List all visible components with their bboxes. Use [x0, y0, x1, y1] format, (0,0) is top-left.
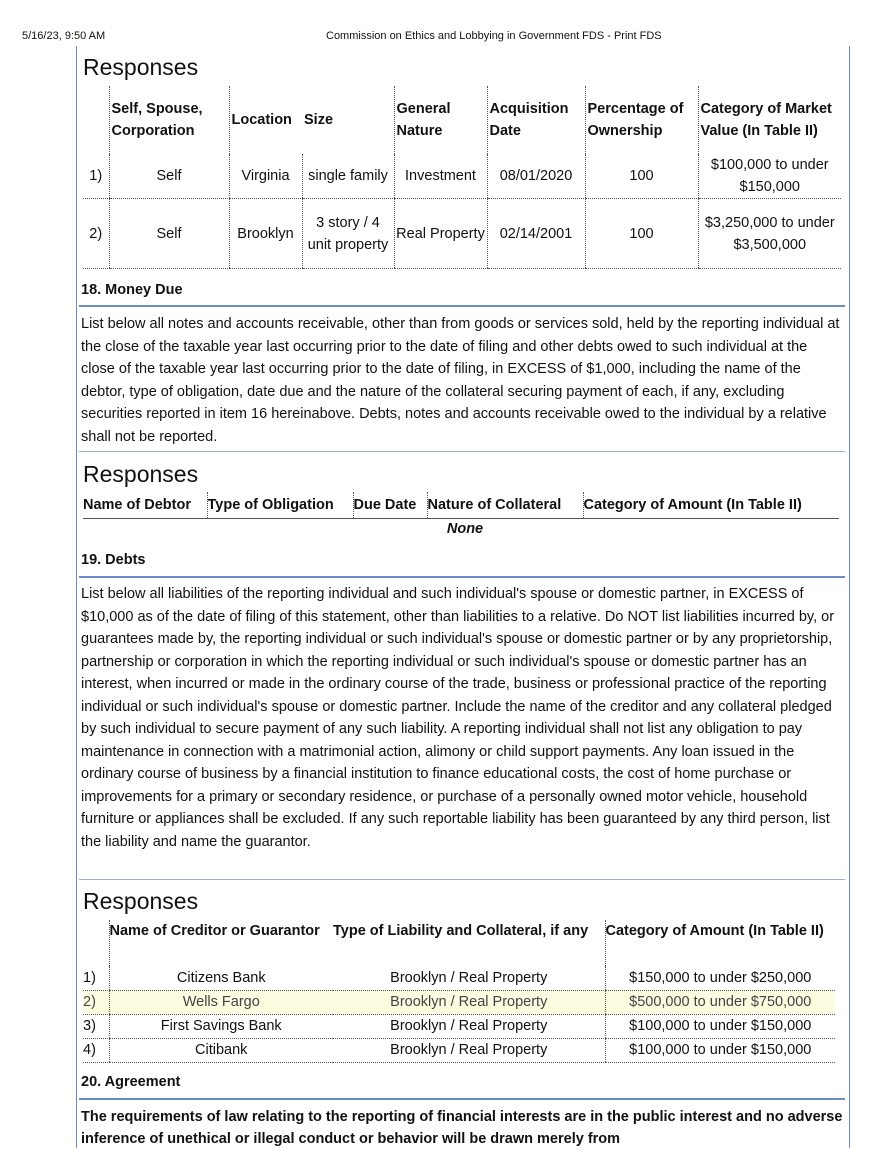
real-property-table	[83, 86, 841, 269]
divider	[79, 879, 845, 880]
col-header: Type of Obligation	[207, 492, 353, 518]
location-cell: Brooklyn	[229, 199, 302, 269]
print-header	[0, 30, 894, 46]
row-number: 3)	[83, 1014, 109, 1038]
amount-cell: $100,000 to under $150,000	[605, 1014, 835, 1038]
section-heading-debts: 19. Debts	[81, 552, 146, 568]
responses-heading: Responses	[83, 54, 199, 80]
responses-heading: Responses	[83, 461, 199, 487]
percent-cell: 100	[585, 154, 698, 199]
table-header-row	[83, 920, 835, 966]
liability-type-cell: Brooklyn / Real Property	[333, 990, 605, 1014]
table-header-row	[83, 492, 839, 518]
liability-type-cell: Brooklyn / Real Property	[333, 1014, 605, 1038]
value-cell: $100,000 to under $150,000	[698, 154, 841, 199]
section-heading-money-due: 18. Money Due	[81, 282, 183, 298]
table-row	[83, 1038, 835, 1062]
row-number: 2)	[83, 199, 109, 269]
table-row	[83, 154, 841, 199]
value-cell: $3,250,000 to under $3,500,000	[698, 199, 841, 269]
table-header-row	[83, 86, 841, 154]
debts-table	[83, 920, 835, 1063]
size-cell: single family	[302, 154, 394, 199]
owner-cell: Self	[109, 199, 229, 269]
nature-cell: Real Property	[394, 199, 487, 269]
percent-cell: 100	[585, 199, 698, 269]
table-row	[83, 518, 839, 540]
col-header: Location	[229, 86, 302, 154]
divider	[79, 305, 845, 307]
col-header: Acquisition Date	[487, 86, 585, 154]
row-number: 4)	[83, 1038, 109, 1062]
creditor-cell: Citizens Bank	[109, 966, 333, 990]
col-header: Due Date	[353, 492, 427, 518]
row-number: 2)	[83, 990, 109, 1014]
col-header: General Nature	[394, 86, 487, 154]
divider	[79, 576, 845, 578]
creditor-cell: First Savings Bank	[109, 1014, 333, 1038]
date-cell: 02/14/2001	[487, 199, 585, 269]
debts-instructions: List below all liabilities of the reporting individual and such individual's spouse or domestic partner, in EXCESS of $10,000 as of the date of filing of this statement, other than liabilities to a relative. Do NOT list liabilities incurred by, or guarantees made by, the reporting individual or such individual's spouse or domestic partner or by any proprietorship, partnership or corporation in which the reporting individual or such individual's spouse or domestic partner has an interest, when incurred or made in the ordinary course of the trade, business or professional practice of the reporting individual or such individual's spouse or domestic partner. Include the name of the creditor and any collateral pledged by such individual to secure payment of any such liability. A reporting individual shall not list any obligation to pay maintenance in connection with a matrimonial action, alimony or child support payments. Any loan issued in the ordinary course of business by a financial institution to finance educational costs, the cost of home purchase or improvements for a primary or secondary residence, or purchase of a personally owned motor vehicle, household furniture or appliances shall be excluded. If any such reportable liability has been guaranteed by any third person, list the liability and name the guarantor.	[81, 586, 835, 850]
none-label: None	[446, 521, 484, 538]
table-row	[83, 1014, 835, 1038]
divider	[79, 451, 845, 452]
row-number: 1)	[83, 966, 109, 990]
divider	[79, 1098, 845, 1100]
liability-type-cell: Brooklyn / Real Property	[333, 966, 605, 990]
col-header: Category of Amount (In Table II)	[583, 492, 839, 518]
amount-cell: $500,000 to under $750,000	[605, 990, 835, 1014]
responses-heading: Responses	[83, 888, 199, 914]
col-header: Size	[304, 112, 334, 128]
size-cell: 3 story / 4 unit property	[302, 199, 394, 269]
print-title: Commission on Ethics and Lobbying in Government FDS - Print FDS	[326, 30, 662, 42]
liability-type-cell: Brooklyn / Real Property	[333, 1038, 605, 1062]
money-due-instructions: List below all notes and accounts receivable, other than from goods or services sold, held by the reporting individual at the close of the taxable year last occurring prior to the date of filing and other debts owed to such individual at the close of the taxable year last occurring prior to the date of filing, in EXCESS of $1,000, including the name of the debtor, type of obligation, date due and the nature of the collateral securing payment of each, if any, excluding securities reported in item 16 hereinabove. Debts, notes and accounts receivable owed to the individual by a relative shall not be reported.	[81, 316, 840, 445]
creditor-cell: Citibank	[109, 1038, 333, 1062]
col-header: Name of Creditor or Guarantor	[109, 920, 333, 966]
col-header: Nature of Collateral	[427, 492, 583, 518]
col-header: Category of Amount (In Table II)	[605, 920, 835, 966]
col-header: Percentage of Ownership	[585, 86, 698, 154]
col-header: Type of Liability and Collateral, if any	[333, 923, 589, 939]
section-heading-agreement: 20. Agreement	[81, 1074, 181, 1090]
col-header: Category of Market Value (In Table II)	[698, 86, 841, 154]
col-header: Name of Debtor	[83, 492, 207, 518]
row-number: 1)	[83, 154, 109, 199]
nature-cell: Investment	[394, 154, 487, 199]
amount-cell: $150,000 to under $250,000	[605, 966, 835, 990]
owner-cell: Self	[109, 154, 229, 199]
table-row	[83, 990, 835, 1014]
table-row	[83, 966, 835, 990]
table-row	[83, 199, 841, 269]
date-cell: 08/01/2020	[487, 154, 585, 199]
location-cell: Virginia	[229, 154, 302, 199]
amount-cell: $100,000 to under $150,000	[605, 1038, 835, 1062]
col-header: Self, Spouse, Corporation	[109, 86, 229, 154]
print-timestamp: 5/16/23, 9:50 AM	[22, 30, 106, 42]
agreement-text: The requirements of law relating to the reporting of financial interests are in the public interest and no adverse inference of unethical or illegal conduct or behavior will be drawn merely from	[81, 1109, 843, 1147]
creditor-cell: Wells Fargo	[109, 990, 333, 1014]
form-page	[76, 46, 850, 1148]
money-due-table	[83, 492, 839, 540]
